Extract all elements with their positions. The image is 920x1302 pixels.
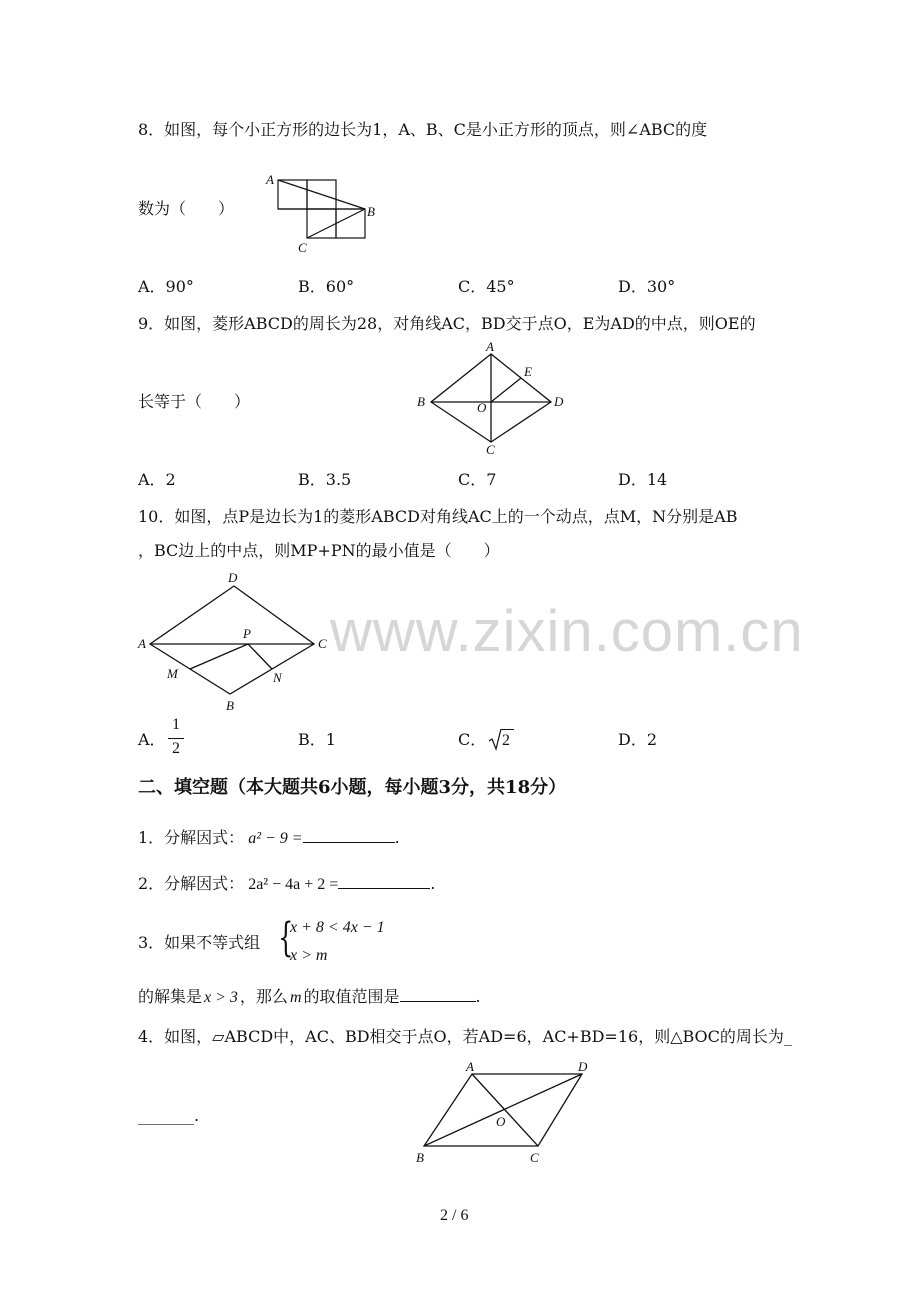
q8-option-b: B．60°	[298, 277, 355, 296]
q10-option-c-value: 2	[502, 732, 510, 749]
f3-line2-c: 的取值范围是	[303, 987, 400, 1006]
q8-figure	[262, 170, 392, 260]
q10-option-d: D．2	[618, 730, 658, 749]
q9-label-c: C	[486, 442, 495, 457]
sqrt-overline	[501, 729, 514, 730]
f3-line2-m: m	[289, 989, 302, 1006]
q10-option-a-denominator: 2	[172, 740, 180, 757]
f2-end: .	[430, 874, 436, 893]
f2-line	[138, 874, 435, 895]
q10-label-b: B	[226, 698, 234, 713]
f3-answer-blank[interactable]	[400, 987, 476, 1002]
q10-label-m: M	[167, 666, 178, 681]
f4-stem-line1: 4．如图，▱ABCD中，AC、BD相交于点O，若AD=6，AC+BD=16，则△BOC的周长为_	[138, 1027, 792, 1046]
f4-label-a: A	[466, 1059, 474, 1074]
section-heading: 二、填空题（本大题共6小题，每小题3分，共18分）	[138, 777, 567, 798]
q10-option-a-prefix: A．	[138, 730, 166, 749]
q10-label-d: D	[228, 570, 238, 585]
f3-line2	[138, 987, 481, 1008]
f3-line2-b: ，那么	[239, 987, 288, 1006]
f3-line2-a: 的解集是	[138, 987, 203, 1006]
q8-label-c: C	[298, 240, 307, 255]
q10-option-a-numerator: 1	[172, 716, 180, 733]
q10-stem-line1: 10．如图，点P是边长为1的菱形ABCD对角线AC上的一个动点，点M，N分别是AB	[138, 507, 738, 526]
sqrt-icon	[488, 727, 502, 751]
q10-label-c: C	[318, 636, 327, 651]
q9-option-c: C．7	[458, 470, 497, 489]
q8-stem-line2: 数为（ ）	[138, 199, 235, 218]
q8-option-d: D．30°	[618, 277, 676, 296]
f2-answer-blank[interactable]	[338, 874, 430, 889]
f1-end: .	[394, 828, 400, 847]
f3-end: .	[475, 987, 481, 1006]
f4-label-o: O	[496, 1114, 506, 1129]
f1-line	[138, 828, 400, 849]
q10-fraction-bar	[168, 738, 184, 739]
f4-line2	[138, 1106, 199, 1126]
f4-label-b: B	[416, 1150, 424, 1165]
q9-stem-line1: 9．如图，菱形ABCD的周长为28，对角线AC，BD交于点O，E为AD的中点，则OE的	[138, 314, 756, 333]
q9-label-d: D	[554, 394, 564, 409]
q8-option-c: C．45°	[458, 277, 515, 296]
q9-figure	[413, 340, 568, 460]
q8-option-a: A．90°	[138, 277, 194, 296]
f3-line2-expr: x > 3	[204, 989, 238, 1006]
q9-label-e: E	[524, 364, 532, 379]
q8-stem-line1: 8．如图，每个小正方形的边长为1，A、B、C是小正方形的顶点，则∠ABC的度	[138, 120, 708, 139]
f1-expression: a² − 9 =	[248, 830, 303, 847]
f4-end: .	[194, 1106, 200, 1125]
f2-expression: 2a² − 4a + 2 =	[248, 876, 339, 893]
f4-figure	[410, 1058, 595, 1168]
q8-label-a: A	[266, 172, 274, 187]
f3-inequality-1: x + 8 < 4x − 1	[290, 919, 385, 936]
q10-label-a: A	[138, 636, 146, 651]
q10-option-c-prefix: C．	[458, 730, 487, 749]
q8-label-b: B	[367, 204, 375, 219]
f2-prefix: 2．分解因式：	[138, 874, 245, 893]
f4-line2-blank[interactable]: _______	[138, 1106, 194, 1125]
q10-stem-line2: ，BC边上的中点，则MP+PN的最小值是（ ）	[138, 541, 500, 560]
f1-answer-blank[interactable]	[303, 828, 395, 843]
q9-label-a: A	[486, 340, 494, 354]
watermark: www.zixin.com.cn	[330, 599, 804, 664]
f4-label-d: D	[578, 1059, 588, 1074]
q9-option-d: D．14	[618, 470, 668, 489]
q10-figure	[132, 566, 342, 716]
q9-label-o: O	[477, 400, 487, 415]
brace-icon: {	[278, 915, 294, 961]
q9-option-a: A．2	[138, 470, 176, 489]
f3-inequality-2: x > m	[290, 947, 328, 964]
q10-option-b: B．1	[298, 730, 336, 749]
f1-prefix: 1．分解因式：	[138, 828, 245, 847]
page-number: 2 / 6	[440, 1207, 469, 1224]
f4-label-c: C	[530, 1150, 539, 1165]
q10-label-p: P	[243, 626, 251, 641]
q10-label-n: N	[273, 670, 282, 685]
q9-stem-line2: 长等于（ ）	[138, 392, 251, 411]
f3-prefix: 3．如果不等式组	[138, 933, 261, 952]
q9-option-b: B．3.5	[298, 470, 352, 489]
q9-label-b: B	[417, 394, 425, 409]
